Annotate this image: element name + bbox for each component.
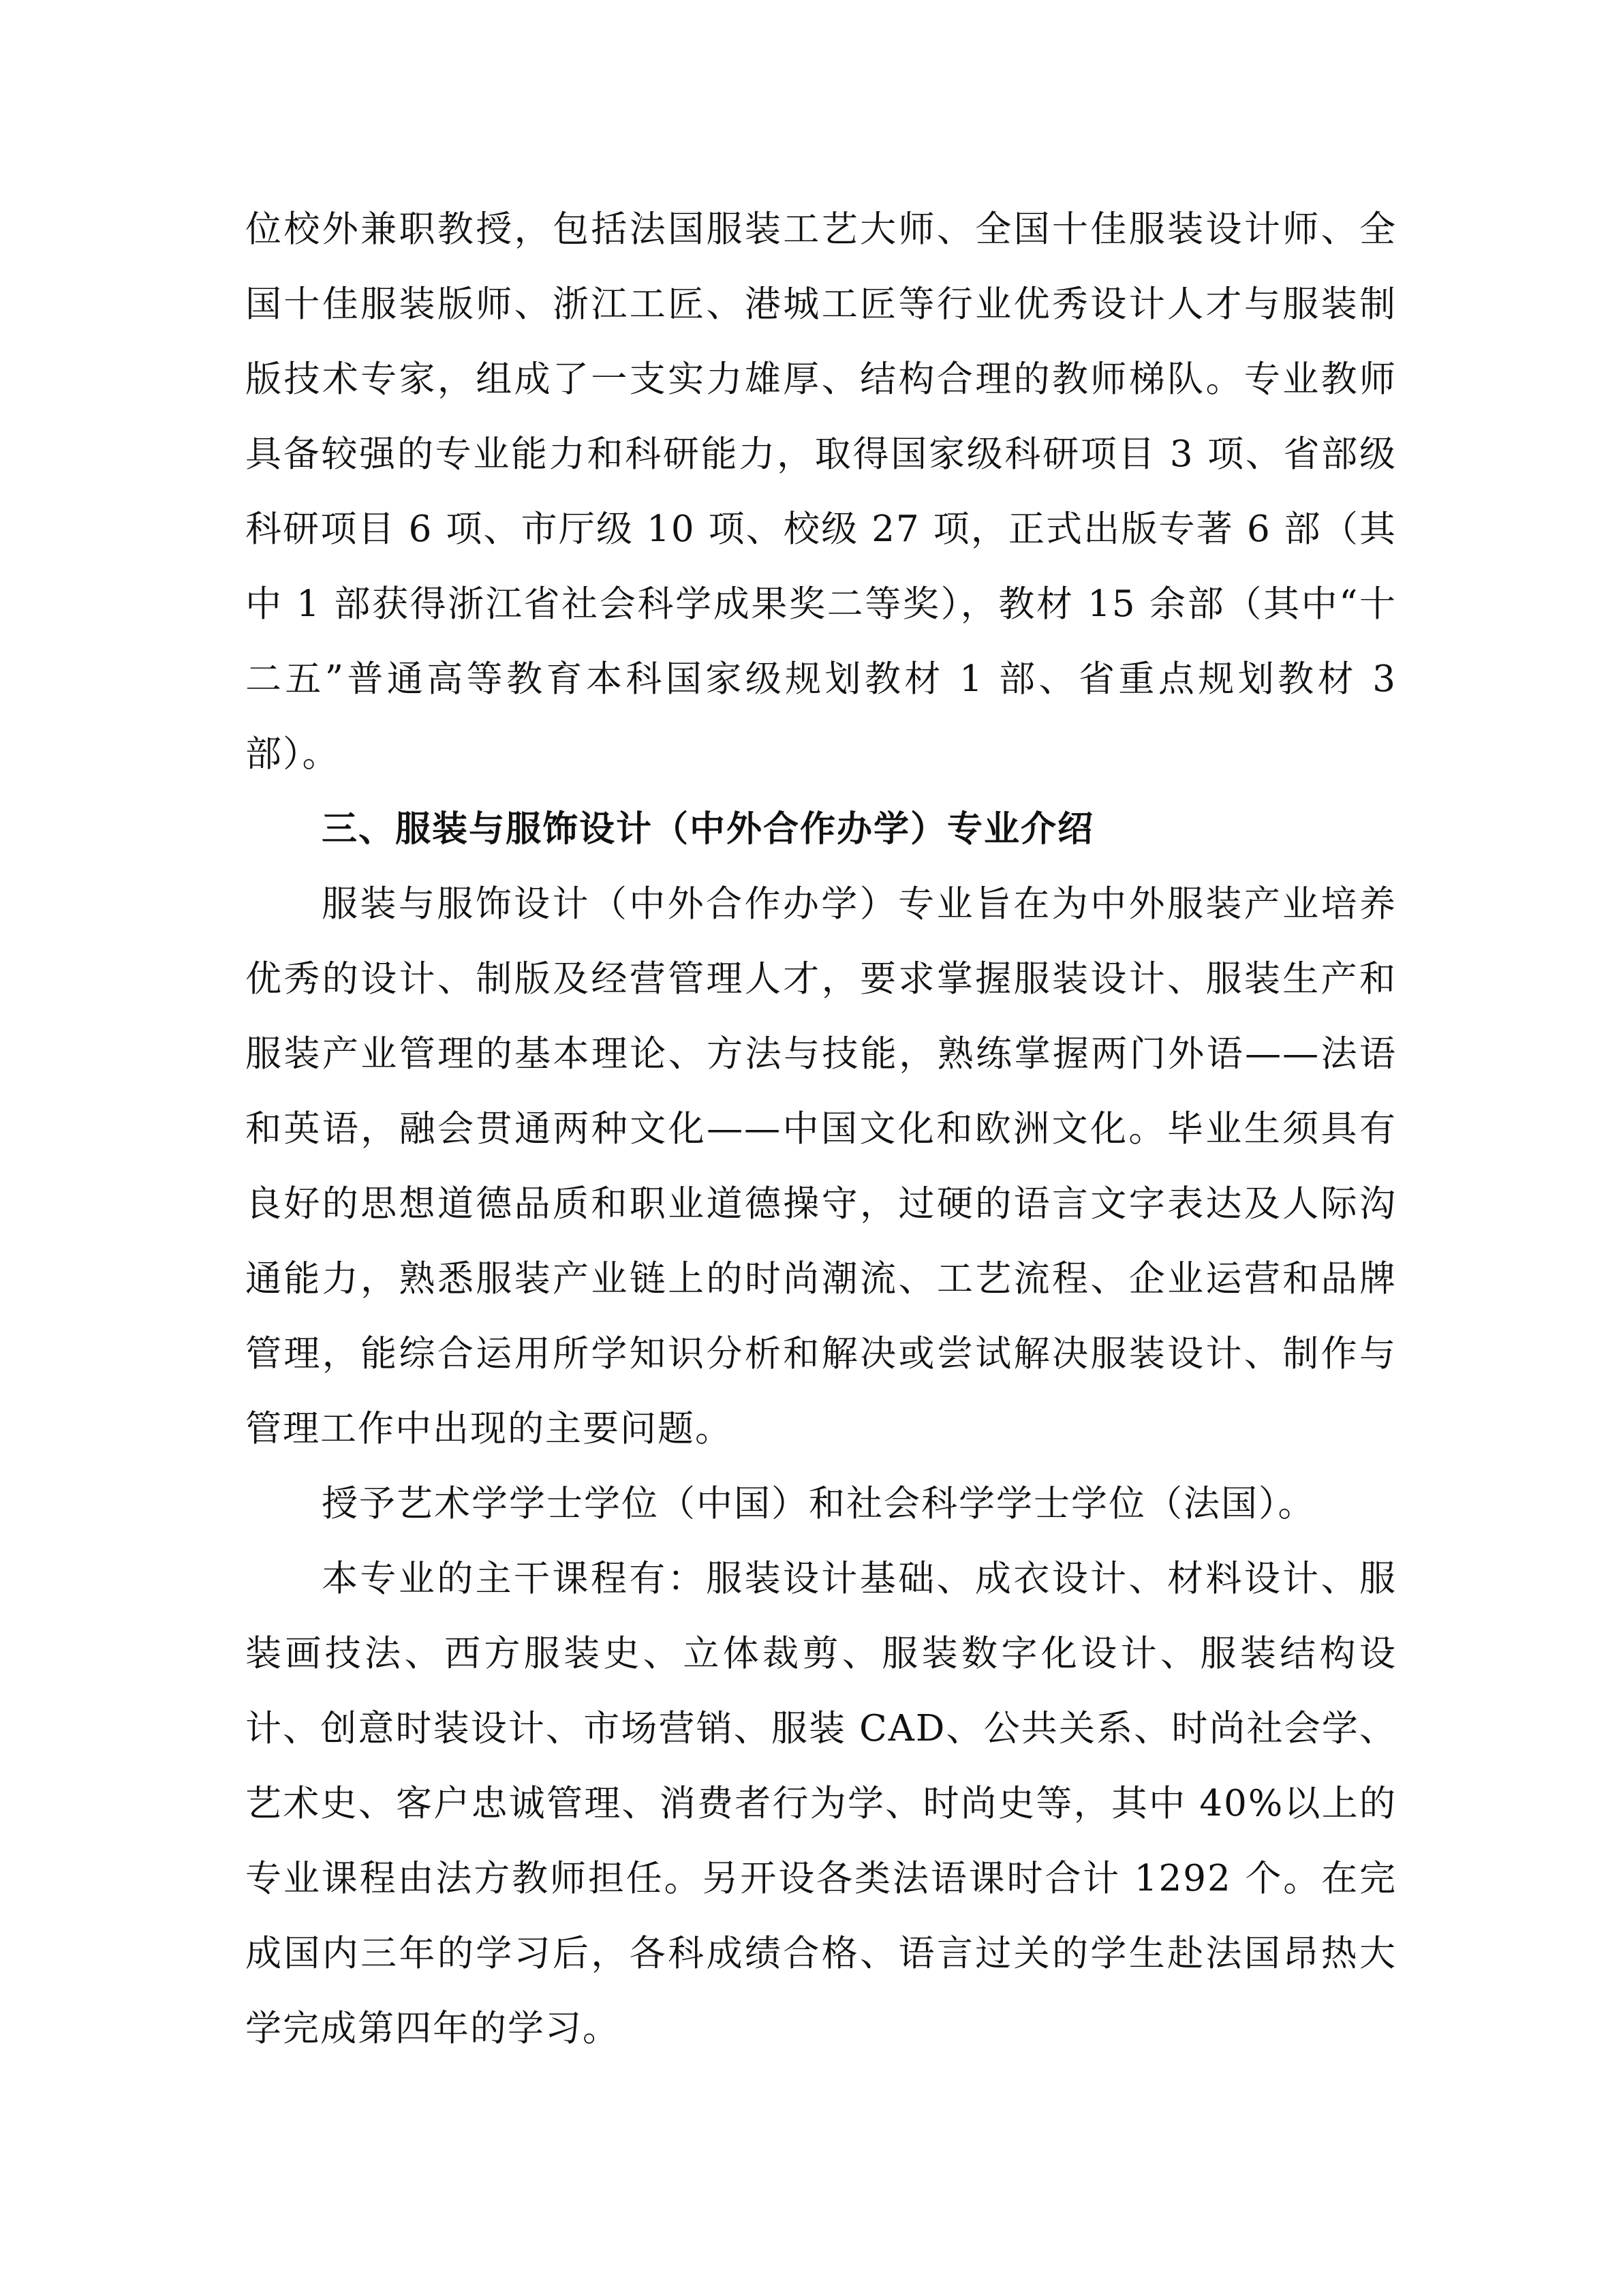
section-heading: 三、服装与服饰设计（中外合作办学）专业介绍 <box>322 809 1095 850</box>
document-body <box>245 192 1397 2066</box>
degree-paragraph: 授予艺术学学士学位（中国）和社会科学学士学位（法国）。 <box>322 1483 1316 1525</box>
program-description-paragraph: 服装与服饰设计（中外合作办学）专业旨在为中外服装产业培养优秀的设计、制版及经营管理人才，要求掌握服装设计、服装生产和服装产业管理的基本理论、方法与技能，熟练掌握两门外语——法语和英语，融会贯通两种文化——中国文化和欧洲文化。毕业生须具有良好的思想道德品质和职业道德操守，过硬的语言文字表达及人际沟通能力，熟悉服装产业链上的时尚潮流、工艺流程、企业运营和品牌管理，能综合运用所学知识分析和解决或尝试解决服装设计、制作与管理工作中出现的主要问题。 <box>245 883 1397 1450</box>
continuation-paragraph: 位校外兼职教授，包括法国服装工艺大师、全国十佳服装设计师、全国十佳服装版师、浙江工匠、港城工匠等行业优秀设计人才与服装制版技术专家，组成了一支实力雄厚、结构合理的教师梯队。专业教师具备较强的专业能力和科研能力，取得国家级科研项目 3 项、省部级科研项目 6 项、市厅级 10 项、校级 27 项，正式出版专著 6 部（其中 1 部获得浙江省社会科学成果奖二等奖），教材 15 余部（其中“十二五”普通高等教育本科国家级规划教材 1 部、省重点规划教材 3 部）。 <box>245 209 1397 775</box>
courses-paragraph: 本专业的主干课程有：服装设计基础、成衣设计、材料设计、服装画技法、西方服装史、立体裁剪、服装数字化设计、服装结构设计、创意时装设计、市场营销、服装 CAD、公共关系、时尚社会学、艺术史、客户忠诚管理、消费者行为学、时尚史等，其中 40%以上的专业课程由法方教师担任。另开设各类法语课时合计 1292 个。在完成国内三年的学习后，各科成绩合格、语言过关的学生赴法国昂热大学完成第四年的学习。 <box>245 1558 1397 2049</box>
